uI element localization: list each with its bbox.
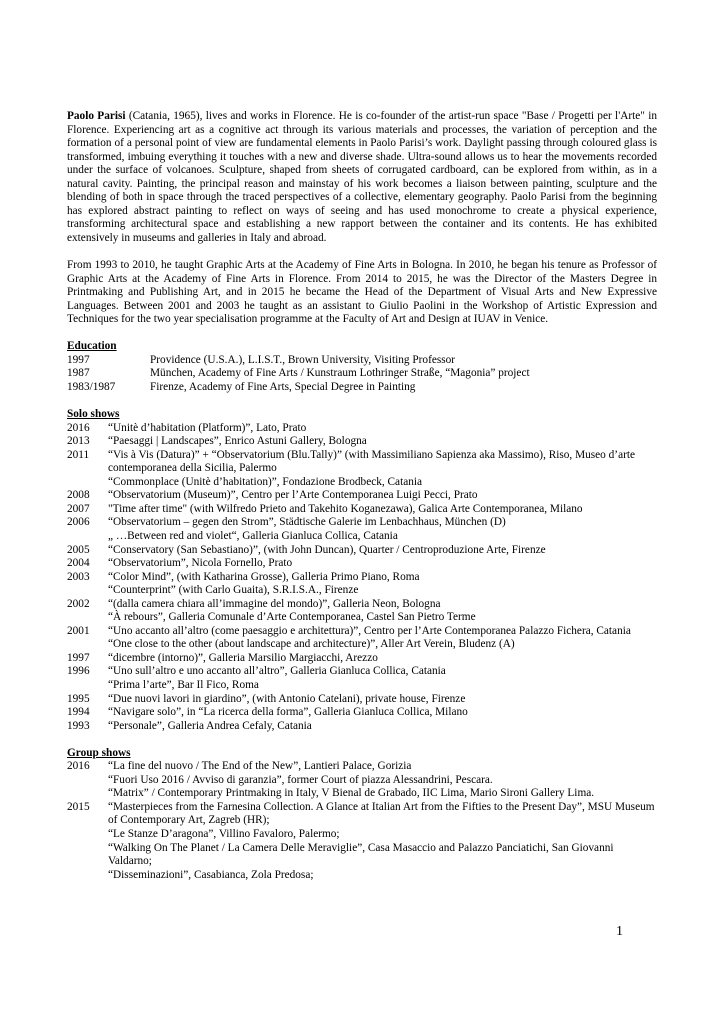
entry-year: 1993 [67,719,90,732]
entry-text [108,720,657,734]
education-heading: Education [67,340,117,353]
entry-text [150,367,657,381]
education-row [67,354,657,368]
entry-line: "Time after time" (with Wilfredo Prieto and Takehito Koganezawa), Galica Arte Contemporanea, Milano [108,502,583,515]
entry-text [108,638,657,652]
group-show-row [67,801,657,882]
solo-show-row [67,584,657,598]
entry-year [67,476,108,490]
entry-line: “Disseminazioni”, Casabianca, Zola Predosa; [108,868,314,881]
solo-show-row [67,503,657,517]
entry-year: 2004 [67,557,90,570]
entry-year: 1997 [67,651,90,664]
entry-text [108,760,657,801]
solo-show-row [67,598,657,612]
entry-year: 1987 [67,367,90,380]
entry-line: “(dalla camera chiara all’immagine del mondo)”, Galleria Neon, Bologna [108,597,441,610]
entry-line: “Fuori Uso 2016 / Avviso di garanzia”, former Court of piazza Alessandrini, Pescara. [108,773,493,786]
entry-year: 2011 [67,448,90,461]
entry-text [150,381,657,395]
entry-line: “Navigare solo”, in “La ricerca della forma”, Galleria Gianluca Collica, Milano [108,706,468,719]
entry-text [108,652,657,666]
entry-text [108,503,657,517]
entry-text [108,665,657,679]
entry-text [108,571,657,585]
solo-shows-section [67,408,657,733]
solo-show-row [67,611,657,625]
solo-show-row [67,544,657,558]
solo-show-row [67,706,657,720]
entry-line: “One close to the other (about landscape and architecture)”, Aller Art Verein, Bludenz (A) [108,638,515,651]
entry-year [67,679,108,693]
entry-line: “Vis à Vis (Datura)” + “Observatorium (Blu.Tally)” (with Massimiliano Sapienza aka Massimo), Riso, Museo d’arte contemporanea della Sicilia, Palermo [108,448,635,475]
document-page [67,110,657,882]
entry-text [108,706,657,720]
entry-line: Firenze, Academy of Fine Arts, Special Degree in Painting [150,380,416,393]
entry-line: “Conservatory (San Sebastiano)”, (with John Duncan), Quarter / Centroproduzione Arte, Firenze [108,543,546,556]
entry-text [108,530,657,544]
entry-text [108,544,657,558]
solo-show-row [67,557,657,571]
solo-show-row [67,530,657,544]
group-shows-list [67,760,657,882]
entry-line: “Matrix” / Contemporary Printmaking in Italy, V Bienal de Grabado, IIC Lima, Mario Sironi Gallery Lima. [108,787,595,800]
entry-line: “Paesaggi | Landscapes”, Enrico Astuni Gallery, Bologna [108,435,367,448]
entry-line: Providence (U.S.A.), L.I.S.T., Brown University, Visiting Professor [150,353,456,366]
entry-text [108,598,657,612]
entry-year: 1983/1987 [67,380,116,393]
entry-text [108,557,657,571]
solo-show-row [67,665,657,679]
entry-line: “Unitè d’habitation (Platform)”, Lato, Prato [108,421,307,434]
entry-line: “Masterpieces from the Farnesina Collection. A Glance at Italian Art from the Fifties to the Present Day”, MSU Museum of Contemporary Art, Zagreb (HR); [108,800,655,827]
entry-text [108,516,657,530]
entry-year: 2015 [67,800,90,813]
entry-line: “Observatorium (Museum)”, Centro per l’Arte Contemporanea Luigi Pecci, Prato [108,489,478,502]
solo-show-row [67,476,657,490]
entry-line: “Uno sull’altro e uno accanto all’altro”, Galleria Gianluca Collica, Catania [108,665,446,678]
solo-shows-heading: Solo shows [67,408,120,421]
entry-line: “Personale”, Galleria Andrea Cefaly, Catania [108,719,312,732]
solo-show-row [67,449,657,476]
bio-text: (Catania, 1965), lives and works in Florence. He is co-founder of the artist-run space "Base / Progetti per l'Arte" in Florence. Experiencing art as a cognitive act through its various materials and processes, the variation of perception and the formation of a personal point of view are fundamental elements in Paolo Parisi’s work. Daylight passing through coloured glass is transformed, imbuing everything it touches with a new and diverse shade. Ultra-sound allows us to hear the movements recorded under the surface of volcanoes. Sculpture, shaped from sheets of corrugated cardboard, can be explored from within, as in a natural cavity. Painting, the principal reason and mainstay of his work becomes a liaison between painting, sculpture and the blending of both in space through the traced perspectives of a collective, elementary geography. Paolo Parisi from the beginning has explored abstract painting to reflect on ways of seeing and has used monochrome to create a physical experience, transforming architectural space and establishing a new rapport between the container and its contents. He has exhibited extensively in museums and galleries in Italy and abroad. [67,110,658,244]
entry-text [108,422,657,436]
artist-name: Paolo Parisi [67,110,126,122]
entry-year: 1996 [67,665,90,678]
entry-year: 1997 [67,353,90,366]
solo-show-row [67,638,657,652]
entry-year: 2001 [67,624,90,637]
solo-show-row [67,693,657,707]
entry-text [108,435,657,449]
entry-text [108,611,657,625]
education-section [67,340,657,394]
entry-year: 2016 [67,421,90,434]
entry-year: 2016 [67,760,90,773]
entry-text [108,584,657,598]
entry-line: “Color Mind”, (with Katharina Grosse), Galleria Primo Piano, Roma [108,570,420,583]
entry-line: “Counterprint” (with Carlo Guaita), S.R.I.S.A., Firenze [108,584,359,597]
entry-year [67,530,108,544]
entry-year: 2003 [67,570,90,583]
entry-year [67,638,108,652]
entry-line: “Observatorium – gegen den Strom”, Städtische Galerie im Lenbachhaus, München (D) [108,516,506,529]
group-shows-heading: Group shows [67,746,131,759]
entry-line: “Commonplace (Unitè d’habitation)”, Fondazione Brodbeck, Catania [108,475,423,488]
entry-text [108,679,657,693]
entry-text [150,354,657,368]
entry-line: „ …Between red and violet“, Galleria Gianluca Collica, Catania [108,529,398,542]
entry-line: “Le Stanze D’aragona”, Villino Favaloro, Palermo; [108,827,340,840]
entry-line: “Due nuovi lavori in giardino”, (with Antonio Catelani), private house, Firenze [108,692,466,705]
entry-line: “À rebours”, Galleria Comunale d’Arte Contemporanea, Castel San Pietro Terme [108,611,476,624]
solo-show-row [67,679,657,693]
solo-shows-list [67,422,657,734]
entry-line: “Prima l’arte”, Bar Il Fico, Roma [108,678,259,691]
entry-text [108,449,657,476]
education-list [67,354,657,395]
bio-paragraph [67,110,657,245]
solo-show-row [67,422,657,436]
entry-line: “dicembre (intorno)”, Galleria Marsilio Margiacchi, Arezzo [108,651,378,664]
education-row [67,381,657,395]
group-show-row [67,760,657,801]
entry-text [108,476,657,490]
solo-show-row [67,516,657,530]
solo-show-row [67,435,657,449]
entry-year: 2006 [67,516,90,529]
entry-year: 2005 [67,543,90,556]
entry-text [108,625,657,639]
solo-show-row [67,652,657,666]
entry-line: “Observatorium”, Nicola Fornello, Prato [108,557,293,570]
entry-line: “La fine del nuovo / The End of the New”, Lantieri Palace, Gorizia [108,760,412,773]
solo-show-row [67,571,657,585]
entry-text [108,489,657,503]
group-shows-section [67,747,657,882]
education-row [67,367,657,381]
entry-year: 1995 [67,692,90,705]
entry-year: 2007 [67,502,90,515]
entry-text [108,693,657,707]
entry-year: 2008 [67,489,90,502]
teaching-paragraph: From 1993 to 2010, he taught Graphic Arts at the Academy of Fine Arts in Bologna. In 2010, he began his tenure as Professor of Graphic Arts at the Academy of Fine Arts in Florence. From 2014 to 2015, he was the Director of the Masters Degree in Printmaking and Publishing Art, and in 2015 he became the Head of the Department of Visual Arts and New Expressive Languages. Between 2001 and 2003 he taught as an assistant to Giulio Paolini in the Workshop of Artistic Expression and Techniques for the two year specialisation programme at the Faculty of Art and Design at IUAV in Venice. [67,259,657,326]
entry-line: “Uno accanto all’altro (come paesaggio e architettura)”, Centro per l’Arte Contemporanea Palazzo Fichera, Catania [108,624,631,637]
solo-show-row [67,489,657,503]
solo-show-row [67,625,657,639]
entry-year: 2002 [67,597,90,610]
entry-line: München, Academy of Fine Arts / Kunstraum Lothringer Straße, “Magonia” project [150,367,530,380]
page-number: 1 [616,924,623,939]
entry-text [108,801,657,882]
entry-year: 1994 [67,706,90,719]
entry-year [67,584,108,598]
entry-line: “Walking On The Planet / La Camera Delle Meraviglie”, Casa Masaccio and Palazzo Panciatichi, San Giovanni Valdarno; [108,841,614,868]
solo-show-row [67,720,657,734]
entry-year: 2013 [67,435,90,448]
entry-year [67,611,108,625]
